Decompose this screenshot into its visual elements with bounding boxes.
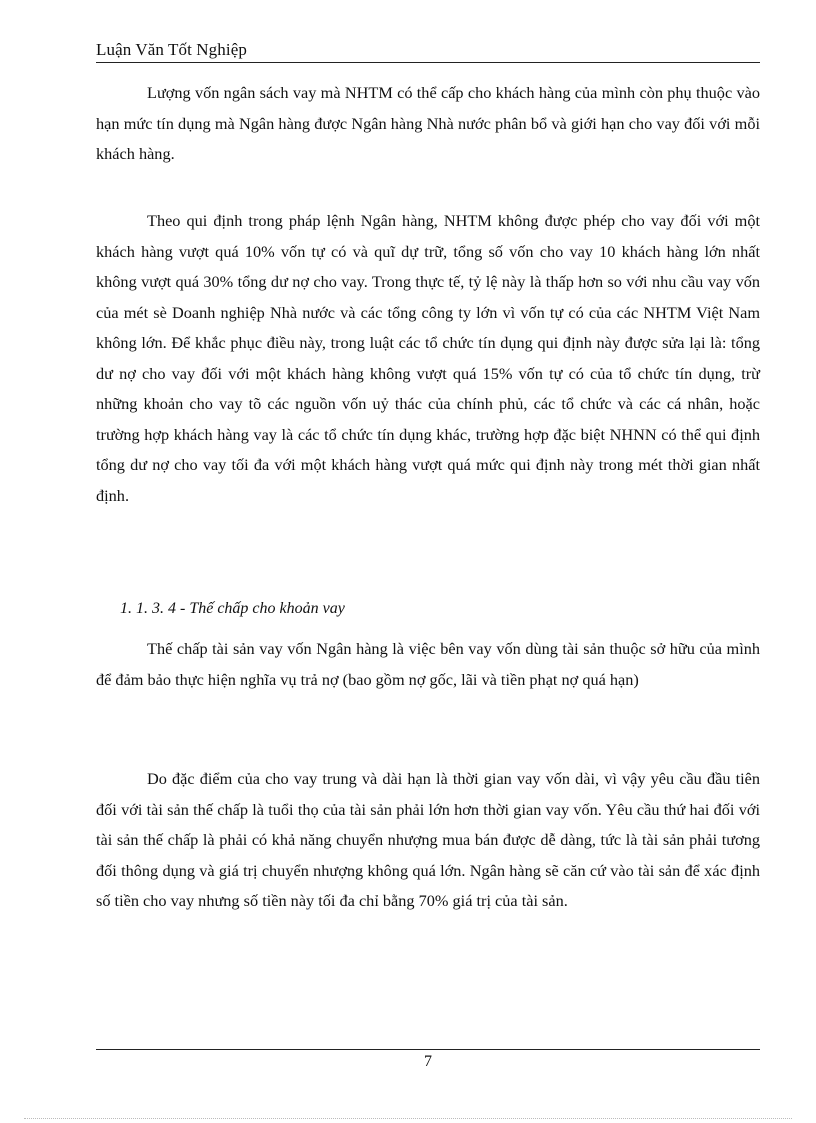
section-heading: 1. 1. 3. 4 - Thế chấp cho khoản vay bbox=[120, 600, 345, 617]
body-paragraph-2: Theo qui định trong pháp lệnh Ngân hàng, NHTM không được phép cho vay đối với một khách hàng vượt quá 10% vốn tự có và quĩ dự trữ, tổng số vốn cho vay 10 khách hàng lớn nhất không vượt quá 30% tổng dư nợ cho vay. Trong thực tế, tỷ lệ này là thấp hơn so với nhu cầu vay vốn của mét sè Doanh nghiệp Nhà nước và các tổng công ty lớn vì vốn tự có của các NHTM Việt Nam không lớn. Để khắc phục điều này, trong luật các tổ chức tín dụng qui định này được sửa lại là: tổng dư nợ cho vay đối với một khách hàng không vượt quá 15% vốn tự có của tổ chức tín dụng, trừ những khoản cho vay tõ các nguồn vốn uỷ thác của chính phủ, các tổ chức và các cá nhân, hoặc trường hợp khách hàng vay là các tổ chức tín dụng khác, trường hợp đặc biệt NHNN có thể qui định tổng dư nợ cho vay tối đa với một khách hàng vượt quá mức qui định này trong mét thời gian nhất định. bbox=[96, 211, 760, 505]
footer-divider bbox=[96, 1049, 760, 1050]
page-bottom-edge bbox=[24, 1118, 792, 1119]
body-paragraph-4: Do đặc điểm của cho vay trung và dài hạn là thời gian vay vốn dài, vì vậy yêu cầu đầu tiên đối với tài sản thế chấp là tuổi thọ của tài sản phải lớn hơn thời gian vay vốn. Yêu cầu thứ hai đối với tài sản thế chấp là phải có khả năng chuyển nhượng mua bán được dễ dàng, tức là tài sản phải tương đối thông dụng và giá trị chuyển nhượng không quá lớn. Ngân hàng sẽ căn cứ vào tài sản để xác định số tiền cho vay nhưng số tiền này tối đa chỉ bằng 70% giá trị của tài sản. bbox=[96, 769, 760, 910]
body-paragraph-3: Thế chấp tài sản vay vốn Ngân hàng là việc bên vay vốn dùng tài sản thuộc sở hữu của mình để đảm bảo thực hiện nghĩa vụ trả nợ (bao gồm nợ gốc, lãi và tiền phạt nợ quá hạn) bbox=[96, 639, 760, 689]
page-number: 7 bbox=[424, 1053, 432, 1070]
body-paragraph-1: Lượng vốn ngân sách vay mà NHTM có thể cấp cho khách hàng của mình còn phụ thuộc vào hạn mức tín dụng mà Ngân hàng được Ngân hàng Nhà nước phân bổ và giới hạn cho vay đối với mỗi khách hàng. bbox=[96, 83, 760, 163]
header-divider bbox=[96, 62, 760, 63]
running-header-title: Luận Văn Tốt Nghiệp bbox=[96, 40, 247, 59]
